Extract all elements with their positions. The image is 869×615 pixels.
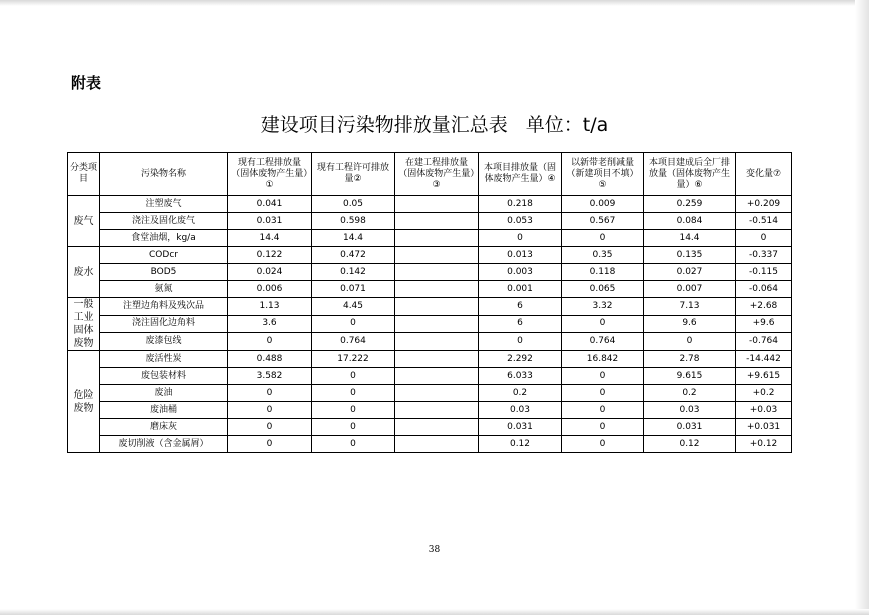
value-cell: 14.4 (312, 230, 395, 247)
value-cell: 16.842 (562, 351, 644, 368)
appendix-label: 附表 (71, 74, 102, 92)
value-cell (395, 419, 479, 436)
header-cell: 变化量⑦ (736, 153, 792, 196)
value-cell: 0.142 (312, 264, 395, 281)
value-cell (395, 264, 479, 281)
value-cell (395, 436, 479, 453)
value-cell: 0.071 (312, 281, 395, 298)
value-cell: 0.12 (479, 436, 562, 453)
value-cell: 0 (228, 385, 312, 402)
value-cell: 0 (562, 419, 644, 436)
header-cell: 现有工程排放量（固体废物产生量）① (228, 153, 312, 196)
value-cell: 14.4 (644, 230, 736, 247)
table-body (68, 196, 792, 453)
value-cell: 0.472 (312, 247, 395, 264)
value-cell: 0.084 (644, 213, 736, 230)
category-cell: 废气 (68, 196, 100, 247)
value-cell: 0.006 (228, 281, 312, 298)
table-row (68, 419, 792, 436)
header-cell: 以新带老削减量（新建项目不填）⑤ (562, 153, 644, 196)
value-cell: 0.013 (479, 247, 562, 264)
value-cell: 0.053 (479, 213, 562, 230)
value-cell: +0.031 (736, 419, 792, 436)
value-cell: 0.031 (644, 419, 736, 436)
table-row (68, 298, 792, 316)
category-cell: 一般工业固体废物 (68, 298, 100, 351)
value-cell: 0 (228, 419, 312, 436)
table-row (68, 368, 792, 385)
pollutant-name-cell: CODcr (100, 247, 228, 264)
value-cell: 6 (479, 315, 562, 333)
header-row (68, 153, 792, 196)
value-cell: 0.031 (479, 419, 562, 436)
table-row (68, 264, 792, 281)
table-row (68, 402, 792, 419)
value-cell (395, 230, 479, 247)
value-cell: -0.064 (736, 281, 792, 298)
table-row (68, 247, 792, 264)
value-cell: 0 (312, 385, 395, 402)
table-row (68, 436, 792, 453)
value-cell (395, 213, 479, 230)
value-cell: 0.065 (562, 281, 644, 298)
value-cell: 0 (562, 436, 644, 453)
page-number: 38 (428, 545, 441, 555)
value-cell: 0.135 (644, 247, 736, 264)
value-cell: 0.03 (644, 402, 736, 419)
pollutant-name-cell: 食堂油烟，kg/a (100, 230, 228, 247)
value-cell: 0.2 (479, 385, 562, 402)
table-row (68, 385, 792, 402)
value-cell: -0.115 (736, 264, 792, 281)
pollutant-summary-table (67, 152, 792, 453)
value-cell: 4.45 (312, 298, 395, 316)
pollutant-name-cell: 浇注固化边角料 (100, 315, 228, 333)
value-cell: 0.041 (228, 196, 312, 213)
value-cell (395, 247, 479, 264)
value-cell: 0 (562, 368, 644, 385)
value-cell: 0.024 (228, 264, 312, 281)
value-cell: +0.12 (736, 436, 792, 453)
value-cell: -14.442 (736, 351, 792, 368)
value-cell: 0.001 (479, 281, 562, 298)
value-cell: +0.209 (736, 196, 792, 213)
value-cell: 0.2 (644, 385, 736, 402)
value-cell: +0.2 (736, 385, 792, 402)
value-cell: 0 (562, 230, 644, 247)
table-row (68, 333, 792, 351)
value-cell: 3.32 (562, 298, 644, 316)
page-bottom-shadow (0, 609, 869, 615)
value-cell: 0 (736, 230, 792, 247)
value-cell: 0 (479, 230, 562, 247)
value-cell: +9.6 (736, 315, 792, 333)
value-cell (395, 402, 479, 419)
pollutant-name-cell: 废油 (100, 385, 228, 402)
value-cell (395, 281, 479, 298)
value-cell (395, 196, 479, 213)
pollutant-name-cell: 废包装材料 (100, 368, 228, 385)
value-cell: 0.488 (228, 351, 312, 368)
value-cell (395, 351, 479, 368)
value-cell: 0.764 (312, 333, 395, 351)
document-title (0, 110, 869, 137)
value-cell: 9.615 (644, 368, 736, 385)
value-cell: -0.764 (736, 333, 792, 351)
table-row (68, 281, 792, 298)
page-top-shadow (0, 0, 869, 6)
category-cell: 废水 (68, 247, 100, 298)
value-cell: 0.007 (644, 281, 736, 298)
value-cell: 0.567 (562, 213, 644, 230)
header-cell: 本项目排放量（固体废物产生量）④ (479, 153, 562, 196)
pollutant-name-cell: 废漆包线 (100, 333, 228, 351)
value-cell: -0.337 (736, 247, 792, 264)
value-cell: 14.4 (228, 230, 312, 247)
value-cell: 6.033 (479, 368, 562, 385)
value-cell: 1.13 (228, 298, 312, 316)
pollutant-name-cell: 磨床灰 (100, 419, 228, 436)
value-cell: 0 (228, 333, 312, 351)
value-cell: 3.6 (228, 315, 312, 333)
title-text: 建设项目污染物排放量汇总表 (260, 114, 508, 136)
header-cell: 现有工程许可排放量② (312, 153, 395, 196)
value-cell: -0.514 (736, 213, 792, 230)
value-cell: 0.122 (228, 247, 312, 264)
value-cell (395, 333, 479, 351)
value-cell: 0.259 (644, 196, 736, 213)
table-row (68, 196, 792, 213)
category-cell: 危险废物 (68, 351, 100, 453)
value-cell: 0 (479, 333, 562, 351)
value-cell (395, 368, 479, 385)
value-cell: 0 (312, 368, 395, 385)
pollutant-name-cell: 废油桶 (100, 402, 228, 419)
table-row (68, 351, 792, 368)
value-cell: 0 (644, 333, 736, 351)
table-row (68, 213, 792, 230)
value-cell: 7.13 (644, 298, 736, 316)
header-cell: 本项目建成后全厂排放量（固体废物产生量）⑥ (644, 153, 736, 196)
pollutant-name-cell: 注塑废气 (100, 196, 228, 213)
table-row (68, 230, 792, 247)
value-cell: +9.615 (736, 368, 792, 385)
value-cell: 0 (562, 315, 644, 333)
value-cell (395, 298, 479, 316)
value-cell: 0.027 (644, 264, 736, 281)
value-cell: 0.118 (562, 264, 644, 281)
value-cell: 0 (228, 402, 312, 419)
header-cell: 分类项目 (68, 153, 100, 196)
value-cell: 0.03 (479, 402, 562, 419)
value-cell: 0 (562, 385, 644, 402)
value-cell: 0.218 (479, 196, 562, 213)
value-cell: 3.582 (228, 368, 312, 385)
value-cell: 0.598 (312, 213, 395, 230)
page-edge (855, 0, 869, 615)
pollutant-name-cell: BOD5 (100, 264, 228, 281)
value-cell: 0.764 (562, 333, 644, 351)
pollutant-name-cell: 注塑边角料及残次品 (100, 298, 228, 316)
value-cell: 0.12 (644, 436, 736, 453)
value-cell: 2.78 (644, 351, 736, 368)
value-cell: 0 (312, 436, 395, 453)
value-cell: 0.009 (562, 196, 644, 213)
table-row (68, 315, 792, 333)
value-cell: 0 (312, 419, 395, 436)
header-cell: 污染物名称 (100, 153, 228, 196)
value-cell (395, 315, 479, 333)
value-cell: 0 (312, 315, 395, 333)
pollutant-name-cell: 废活性炭 (100, 351, 228, 368)
value-cell: +0.03 (736, 402, 792, 419)
value-cell: 6 (479, 298, 562, 316)
value-cell: 0.031 (228, 213, 312, 230)
value-cell: 0 (562, 402, 644, 419)
pollutant-name-cell: 浇注及固化废气 (100, 213, 228, 230)
value-cell: 0 (228, 436, 312, 453)
value-cell: 9.6 (644, 315, 736, 333)
value-cell: 2.292 (479, 351, 562, 368)
pollutant-name-cell: 废切削液（含金属屑） (100, 436, 228, 453)
header-cell: 在建工程排放量（固体废物产生量）③ (395, 153, 479, 196)
value-cell: 0 (312, 402, 395, 419)
value-cell: 17.222 (312, 351, 395, 368)
value-cell: +2.68 (736, 298, 792, 316)
unit-text: 单位：t/a (525, 114, 609, 136)
value-cell (395, 385, 479, 402)
value-cell: 0.35 (562, 247, 644, 264)
value-cell: 0.05 (312, 196, 395, 213)
pollutant-name-cell: 氨氮 (100, 281, 228, 298)
value-cell: 0.003 (479, 264, 562, 281)
